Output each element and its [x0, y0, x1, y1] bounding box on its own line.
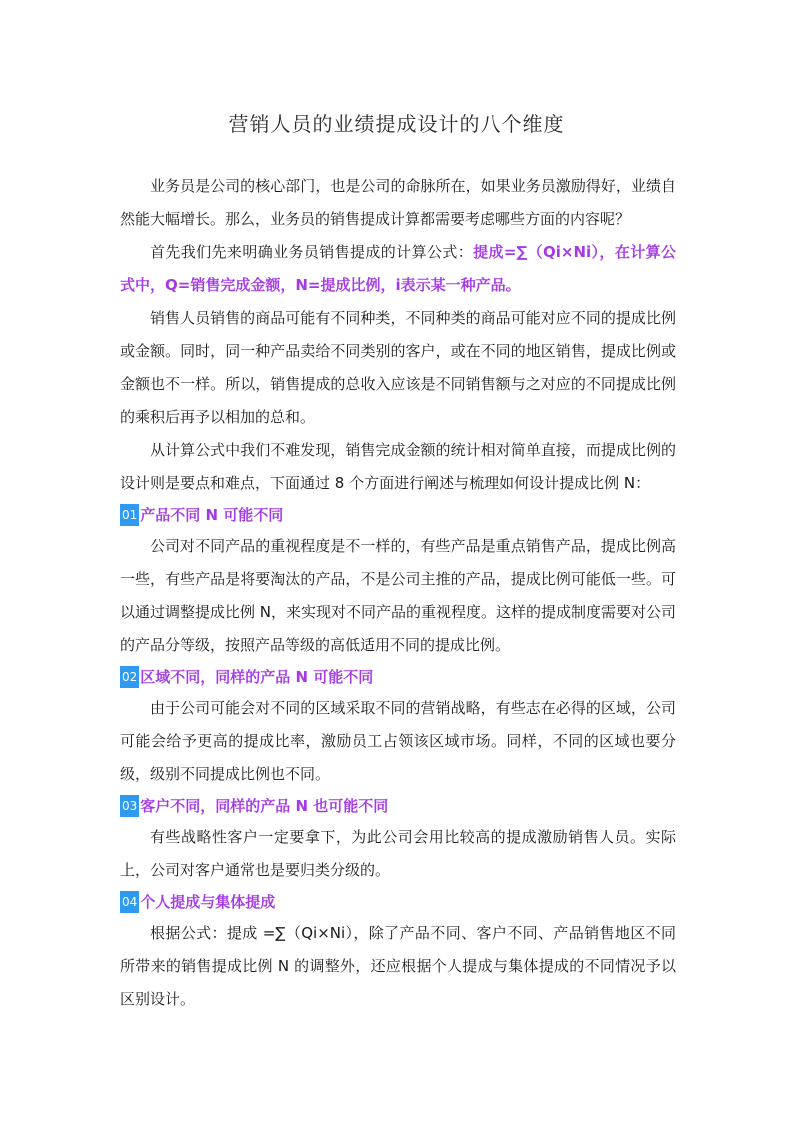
- intro-paragraph-4: 从计算公式中我们不难发现，销售完成金额的统计相对简单直接，而提成比例的设计则是要点和难点，下面通过 8 个方面进行阐述与梳理如何设计提成比例 N：: [120, 441, 676, 492]
- document-title: 营销人员的业绩提成设计的八个维度: [228, 112, 565, 136]
- section-paragraph: 有些战略性客户一定要拿下，为此公司会用比较高的提成激励销售人员。实际上，公司对客户通常也是要归类分级的。: [120, 828, 676, 879]
- section-paragraph: 由于公司可能会对不同的区域采取不同的营销战略，有些志在必得的区域，公司可能会给予更高的提成比率，激励员工占领该区域市场。同样，不同的区域也要分级，级别不同提成比例也不同。: [120, 699, 676, 783]
- section-4: [120, 887, 676, 1016]
- section-number-badge: 03: [120, 795, 139, 817]
- section-number-badge: 01: [120, 504, 139, 526]
- section-heading: [120, 887, 676, 917]
- section-title: 客户不同，同样的产品 N 也可能不同: [140, 797, 389, 815]
- intro-paragraph-2: [120, 236, 676, 302]
- section-heading: [120, 791, 676, 821]
- section-title: 产品不同 N 可能不同: [140, 506, 284, 524]
- section-1: [120, 500, 676, 662]
- section-number-badge: 02: [120, 666, 139, 688]
- section-heading: [120, 662, 676, 692]
- formula-intro-text: 首先我们先来明确业务员销售提成的计算公式：: [150, 243, 474, 261]
- section-paragraph: 根据公式：提成 =∑（Qi×Ni），除了产品不同、客户不同、产品销售地区不同所带来的销售提成比例 N 的调整外，还应根据个人提成与集体提成的不同情况予以区别设计。: [120, 924, 676, 1008]
- section-title: 区域不同，同样的产品 N 可能不同: [140, 668, 374, 686]
- formula-highlight: 提成=∑（Qi×Ni），在计算公式中，Q=销售完成金额，N=提成比例，i表示某一种产品。: [120, 243, 676, 294]
- section-2: [120, 662, 676, 791]
- document-body: [120, 170, 676, 1016]
- section-title: 个人提成与集体提成: [140, 893, 276, 911]
- section-heading: [120, 500, 676, 530]
- intro-paragraph-1: 业务员是公司的核心部门，也是公司的命脉所在，如果业务员激励得好，业绩自然能大幅增长。那么，业务员的销售提成计算都需要考虑哪些方面的内容呢？: [120, 177, 676, 228]
- intro-paragraph-3: 销售人员销售的商品可能有不同种类，不同种类的商品可能对应不同的提成比例或金额。同时，同一种产品卖给不同类别的客户，或在不同的地区销售，提成比例或金额也不一样。所以，销售提成的总收入应该是不同销售额与之对应的不同提成比例的乘积后再予以相加的总和。: [120, 309, 676, 426]
- section-3: [120, 791, 676, 887]
- section-paragraph: 公司对不同产品的重视程度是不一样的，有些产品是重点销售产品，提成比例高一些，有些产品是将要淘汰的产品，不是公司主推的产品，提成比例可能低一些。可以通过调整提成比例 N，来实现对不同产品的重视程度。这样的提成制度需要对公司的产品分等级，按照产品等级的高低适用不同的提成比例。: [120, 537, 676, 654]
- section-number-badge: 04: [120, 891, 139, 913]
